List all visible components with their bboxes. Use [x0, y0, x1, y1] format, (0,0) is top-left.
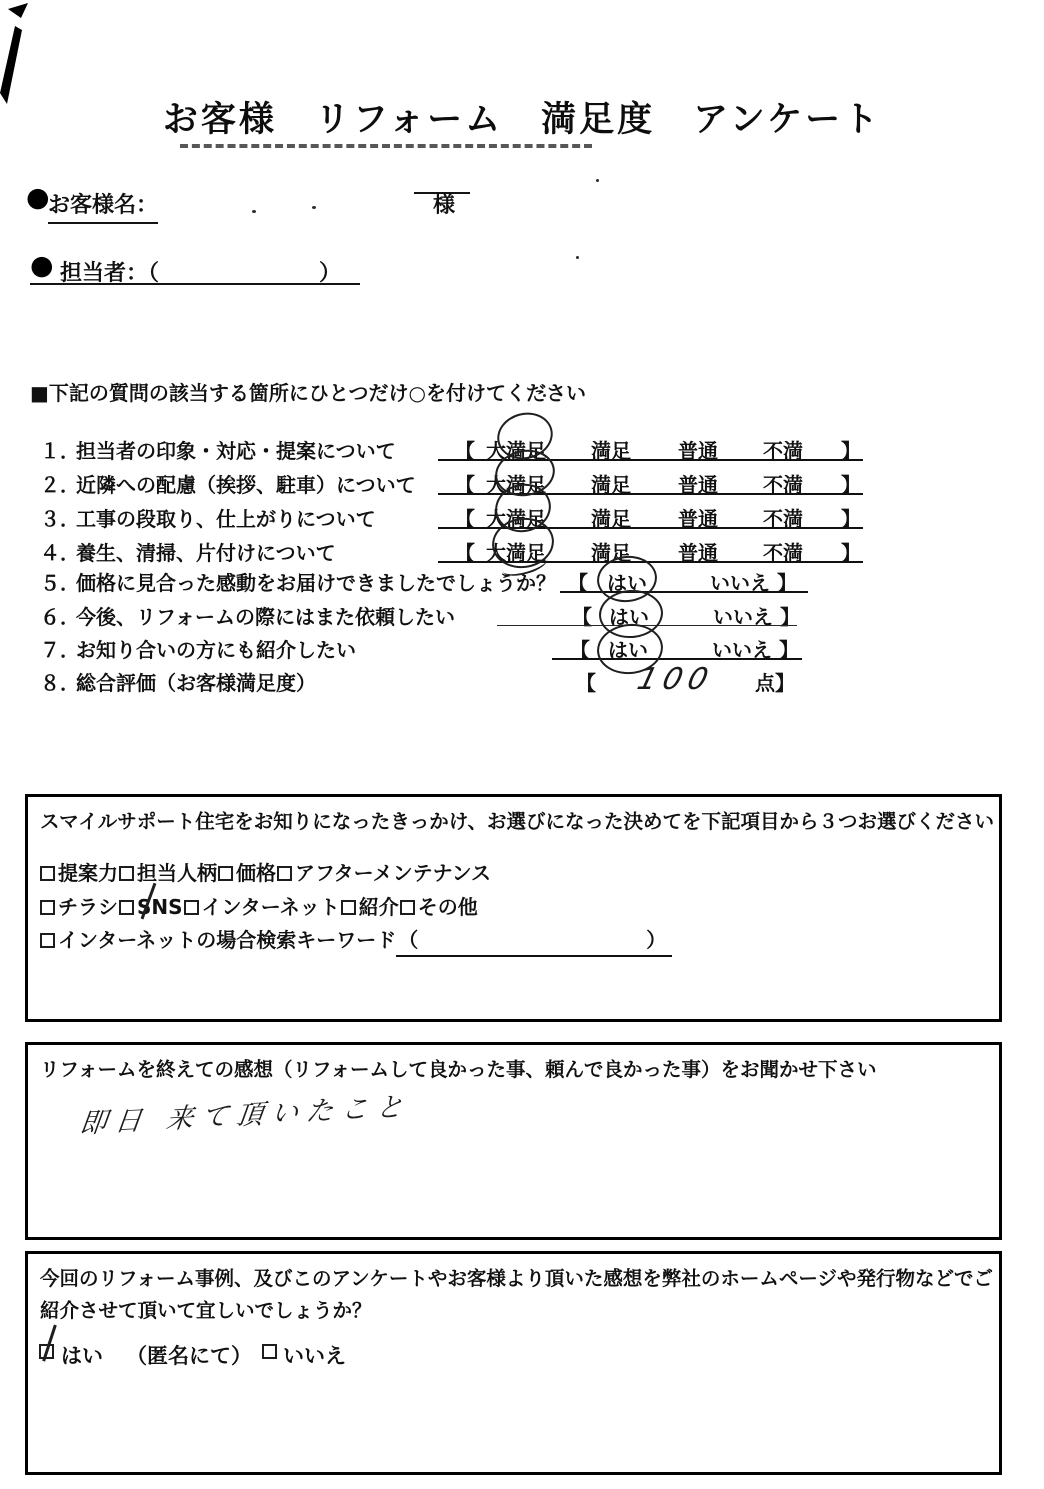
- question-number: ２．: [40, 473, 80, 497]
- question-text: 総合評価（お客様満足度）: [76, 671, 316, 695]
- option-dissatisfied: 不満: [763, 507, 803, 531]
- yesno-underline: [552, 658, 802, 660]
- handwritten-comment: 即日 来て頂いたこと: [77, 1091, 413, 1140]
- option-very-satisfied: 大満足: [486, 473, 546, 497]
- bracket-open: 【: [570, 638, 590, 662]
- box1-row3: インターネットの場合検索キーワード （ ）: [40, 924, 672, 957]
- bracket-close: 】: [841, 439, 861, 463]
- publish-no-label: いいえ: [283, 1344, 346, 1368]
- instruction-text: ■下記の質問の該当する箇所にひとつだけ○を付けてください: [30, 381, 586, 405]
- box3-heading-line2: 紹介させて頂いて宜しいでしょうか？: [40, 1299, 372, 1322]
- question-text: お知り合いの方にも紹介したい: [76, 638, 356, 662]
- question-text: 今後、リフォームの際にはまた依頼したい: [76, 605, 455, 629]
- bracket-close: 】: [841, 541, 861, 565]
- score-unit: 点】: [755, 671, 795, 695]
- option-dissatisfied: 不満: [763, 473, 803, 497]
- box2-heading: リフォームを終えての感想（リフォームして良かった事、頼んで良かった事）をお聞かせ下さい: [40, 1058, 877, 1081]
- staff-underline: [30, 283, 360, 285]
- handwritten-score: 100: [633, 662, 718, 697]
- box1-heading: スマイルサポート住宅をお知りになったきっかけ、お選びになった決めてを下記項目から３つお選びください: [40, 810, 994, 833]
- checkbox-flyer: [40, 900, 55, 915]
- bracket-close: 】: [841, 473, 861, 497]
- option-yes: はい: [607, 571, 647, 595]
- checkbox-proposal: [40, 866, 55, 881]
- yesno-underline: [560, 591, 808, 593]
- option-yes: はい: [608, 638, 648, 662]
- question-number: ８．: [40, 671, 80, 695]
- box3-heading-line1: 今回のリフォーム事例、及びこのアンケートやお客様より頂いた感想を弊社のホームページや発行物などでご: [40, 1267, 993, 1290]
- scan-speck: [576, 256, 579, 259]
- question-number: ３．: [40, 507, 80, 531]
- bracket-open: 【: [455, 507, 475, 531]
- scan-speck: [252, 210, 256, 213]
- question-row-6: [0, 601, 1044, 627]
- bracket-open: 【: [455, 541, 475, 565]
- bracket-open: 【: [572, 605, 592, 629]
- question-row-7: [0, 634, 1044, 660]
- option-very-satisfied: 大満足: [486, 439, 546, 463]
- staff-label: 担当者：（ ）: [60, 261, 342, 286]
- box-impressions: [25, 1042, 1002, 1240]
- checkbox-publish-no: [262, 1344, 277, 1359]
- bracket-open: 【: [455, 439, 475, 463]
- option-neutral: 普通: [678, 541, 718, 565]
- checkbox-internet-keyword: [40, 933, 55, 948]
- checkbox-sns: [119, 900, 134, 915]
- question-number: ６．: [40, 605, 80, 629]
- option-satisfied: 満足: [591, 439, 631, 463]
- bracket-open: 【: [455, 473, 475, 497]
- title-underline: [180, 140, 592, 148]
- checkbox-referral: [341, 900, 356, 915]
- checkbox-other: [400, 900, 415, 915]
- box3-answer-row: [28, 1340, 999, 1366]
- page-title: お客様 リフォーム 満足度 アンケート: [162, 100, 882, 140]
- scan-speck: [312, 206, 316, 209]
- anonymous-label: （匿名にて）: [126, 1344, 252, 1368]
- question-text: 近隣への配慮（挨拶、駐車）について: [76, 473, 416, 497]
- checkbox-price: [218, 866, 233, 881]
- option-dissatisfied: 不満: [763, 439, 803, 463]
- bracket-open: 【: [576, 671, 596, 695]
- option-no: いいえ: [710, 571, 770, 595]
- checkbox-staff-character: [119, 866, 134, 881]
- bracket-close: 】: [777, 571, 797, 595]
- option-neutral: 普通: [678, 439, 718, 463]
- option-neutral: 普通: [678, 473, 718, 497]
- checkbox-internet: [184, 900, 199, 915]
- option-very-satisfied: 大満足: [486, 541, 546, 565]
- question-row-8: [0, 667, 1044, 693]
- question-text: 養生、清掃、片付けについて: [76, 541, 336, 565]
- option-satisfied: 満足: [591, 507, 631, 531]
- question-text: 価格に見合った感動をお届けできましたでしょうか？: [76, 571, 556, 595]
- keyword-blank-line: （ ）: [396, 924, 672, 957]
- option-satisfied: 満足: [591, 541, 631, 565]
- option-dissatisfied: 不満: [763, 541, 803, 565]
- option-no: いいえ: [713, 605, 773, 629]
- option-no: いいえ: [712, 638, 772, 662]
- option-satisfied: 満足: [591, 473, 631, 497]
- box-publication-consent: [25, 1251, 1002, 1475]
- customer-name-label: お客様名：: [48, 188, 158, 224]
- bracket-open: 【: [568, 571, 588, 595]
- option-very-satisfied: 大満足: [486, 507, 546, 531]
- scan-speck: [596, 179, 599, 182]
- customer-name-suffix: 様: [433, 193, 456, 218]
- box-how-found: [25, 794, 1002, 1022]
- option-yes: はい: [609, 605, 649, 629]
- question-text: 担当者の印象・対応・提案について: [76, 439, 396, 463]
- bracket-close: 】: [841, 507, 861, 531]
- question-text: 工事の段取り、仕上がりについて: [76, 507, 376, 531]
- publish-yes-label: はい: [61, 1344, 103, 1368]
- checkbox-after-maintenance: [277, 866, 292, 881]
- bracket-close: 】: [780, 605, 800, 629]
- bracket-close: 】: [779, 638, 799, 662]
- bullet-icon: ●: [26, 182, 50, 213]
- option-neutral: 普通: [678, 507, 718, 531]
- box1-row2: チラシ SNS インターネット 紹介 その他: [40, 891, 479, 920]
- box1-row1: 提案力 担当人柄 価格 アフターメンテナンス: [40, 857, 492, 886]
- bullet-icon: ●: [30, 250, 54, 281]
- question-number: ５．: [40, 571, 80, 595]
- question-number: ４．: [40, 541, 80, 565]
- question-number: １．: [40, 439, 80, 463]
- question-number: ７．: [40, 638, 80, 662]
